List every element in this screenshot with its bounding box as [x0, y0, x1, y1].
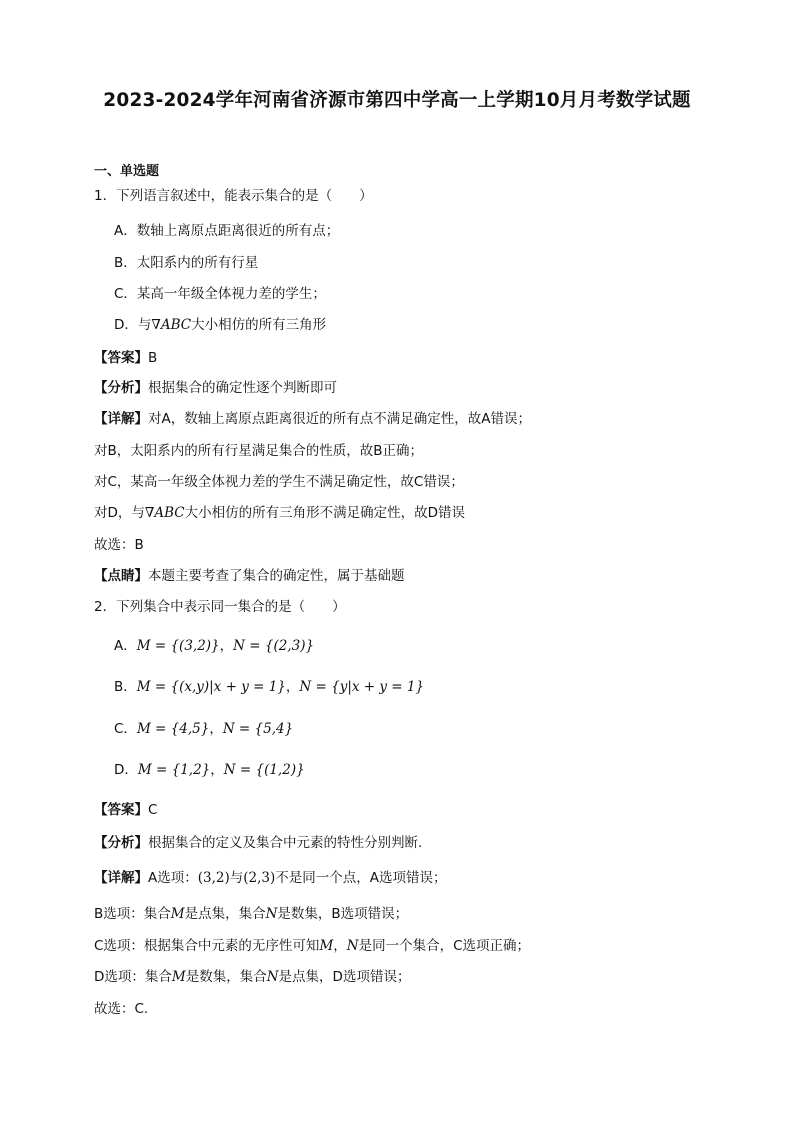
analysis-tag: 【分析】 [94, 380, 148, 396]
q2-detail-1-suffix: 不是同一个点，A选项错误； [275, 870, 447, 886]
q2-option-a-label: A． [114, 638, 137, 654]
q2-detail-4-prefix: D选项：集合 [94, 969, 172, 985]
q1-detail-line-3: 对C，某高一年级全体视力差的学生不满足确定性，故C错误； [94, 474, 464, 490]
q1-detail-line-4 [94, 503, 465, 523]
q2-detail-3-n: N [346, 938, 359, 954]
q2-detail [94, 868, 447, 888]
q1-comment [94, 566, 405, 586]
q2-detail-2-mid: 是点集，集合 [184, 906, 266, 922]
q2-detail-2-prefix: B选项：集合 [94, 906, 171, 922]
q2-answer-value: C [148, 802, 158, 818]
q2-option-b [114, 677, 424, 697]
separator: ， [285, 679, 300, 695]
q1-detail-4-suffix: 大小相仿的所有三角形不满足确定性，故D错误 [184, 505, 465, 521]
q1-option-d-math: ∇ABC [151, 317, 192, 333]
q2-detail-4-mid: 是数集，集合 [185, 969, 267, 985]
q1-option-d-prefix: D．与 [114, 317, 152, 333]
q2-analysis [94, 833, 422, 853]
q2-option-c-label: C． [114, 721, 137, 737]
q2-choice: 故选：C. [94, 1001, 149, 1017]
q2-option-d-label: D． [114, 762, 138, 778]
q2-detail-2-m: M [170, 906, 185, 922]
separator: ， [219, 638, 234, 654]
answer-tag: 【答案】 [94, 802, 148, 818]
q2-option-c-m: M = {4,5} [136, 721, 210, 737]
q2-detail-4-suffix: 是点集，D选项错误； [278, 969, 411, 985]
q1-option-d [114, 315, 326, 335]
q2-detail-line-4 [94, 967, 410, 987]
q2-option-a [114, 636, 314, 656]
q2-detail-4-m: M [171, 969, 186, 985]
page-title: 2023-2024学年河南省济源市第四中学高一上学期10月月考数学试题 [103, 90, 691, 111]
q1-option-d-suffix: 大小相仿的所有三角形 [191, 317, 327, 333]
comment-tag: 【点睛】 [94, 568, 148, 584]
q2-detail-1-point-a: (3,2) [197, 870, 230, 886]
q1-detail-4-math: ∇ABC [144, 505, 185, 521]
q2-detail-3-mid: ， [333, 938, 347, 954]
q2-option-c-n: N = {5,4} [222, 721, 294, 737]
q2-detail-2-n: N [265, 906, 278, 922]
q1-option-c: C．某高一年级全体视力差的学生； [114, 286, 326, 302]
q2-option-a-m: M = {(3,2)} [136, 638, 220, 654]
q1-answer-value: B [148, 350, 158, 366]
q2-detail-line-2 [94, 904, 408, 924]
q1-detail-line-2: 对B，太阳系内的所有行星满足集合的性质，故B正确； [94, 443, 424, 459]
q2-option-b-m: M = {(x,y)|x + y = 1} [136, 679, 286, 695]
detail-tag: 【详解】 [94, 870, 148, 886]
q2-option-d [114, 760, 305, 780]
q1-choice: 故选：B [94, 537, 144, 553]
q2-option-c [114, 719, 293, 739]
q2-option-b-n: N = {y|x + y = 1} [299, 679, 425, 695]
q2-detail-4-n: N [266, 969, 279, 985]
q2-option-b-label: B． [114, 679, 137, 695]
answer-tag: 【答案】 [94, 350, 148, 366]
separator: ， [210, 762, 224, 778]
q2-detail-3-suffix: 是同一个集合，C选项正确； [358, 938, 531, 954]
q1-analysis-text: 根据集合的确定性逐个判断即可 [148, 380, 337, 396]
q2-option-d-m: M = {1,2} [137, 762, 211, 778]
q1-stem: 1．下列语言叙述中，能表示集合的是（ ） [94, 188, 373, 204]
q2-stem: 2．下列集合中表示同一集合的是（ ） [94, 599, 346, 615]
q2-answer [94, 800, 157, 820]
q1-option-b: B．太阳系内的所有行星 [114, 255, 259, 271]
q1-option-a: A．数轴上离原点距离很近的所有点； [114, 223, 340, 239]
q2-detail-line-3 [94, 936, 530, 956]
section-heading: 一、单选题 [94, 164, 160, 179]
q1-analysis [94, 378, 337, 398]
q1-detail [94, 409, 531, 429]
q2-detail-1-mid: 与 [229, 870, 244, 886]
detail-tag: 【详解】 [94, 411, 148, 427]
q1-comment-text: 本题主要考查了集合的确定性，属于基础题 [148, 568, 405, 584]
q2-detail-1-prefix: A选项： [148, 870, 198, 886]
q1-answer [94, 348, 157, 368]
q2-detail-1-point-b: (2,3) [243, 870, 276, 886]
analysis-tag: 【分析】 [94, 835, 148, 851]
q1-detail-4-prefix: 对D，与 [94, 505, 145, 521]
q2-option-a-n: N = {(2,3)} [233, 638, 315, 654]
q2-detail-2-suffix: 是数集，B选项错误； [277, 906, 409, 922]
q2-analysis-text: 根据集合的定义及集合中元素的特性分别判断. [148, 835, 423, 851]
separator: ， [209, 721, 223, 737]
q2-detail-3-m: M [319, 938, 334, 954]
q2-detail-3-prefix: C选项：根据集合中元素的无序性可知 [94, 938, 320, 954]
q1-detail-line-1: 对A，数轴上离原点距离很近的所有点不满足确定性，故A错误； [148, 411, 531, 427]
q2-option-d-n: N = {(1,2)} [223, 762, 305, 778]
